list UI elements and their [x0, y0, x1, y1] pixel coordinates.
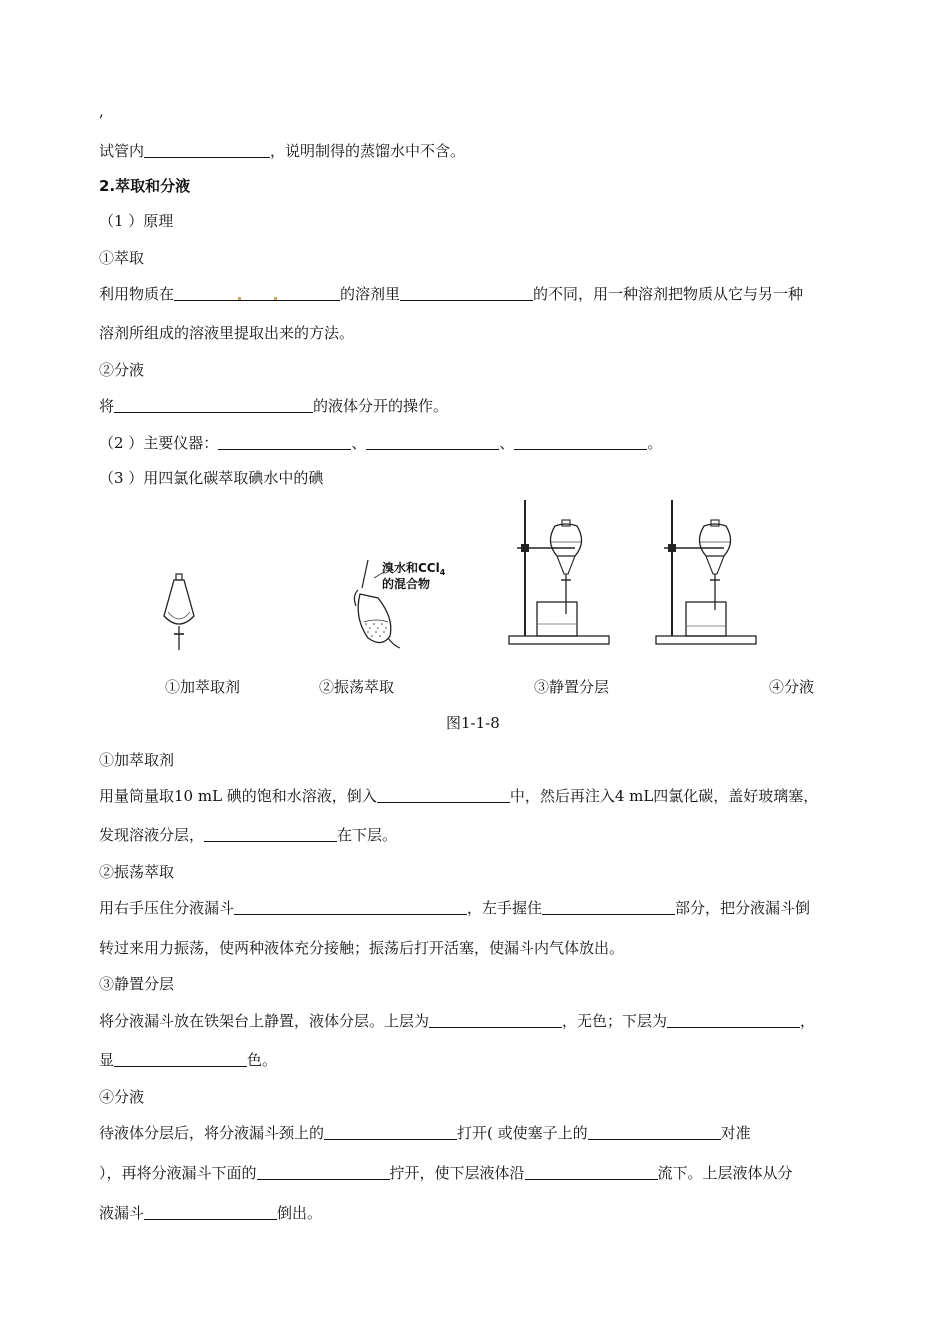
answer-blank[interactable] — [429, 1013, 562, 1028]
line-separation-def: 将 的液体分开的操作。 — [99, 397, 449, 415]
mixture-label-1: 溴水和CCl — [382, 561, 440, 575]
step-shake: ②振荡萃取 — [99, 863, 175, 881]
line-step3: 将分液漏斗放在铁架台上静置，液体分层。上层为 ，无色；下层为 ， — [99, 1012, 816, 1030]
step-separate: ④分液 — [99, 1088, 145, 1106]
line-test-tube: 试管内 ，说明制得的蒸馏水中不含。 — [99, 142, 466, 160]
answer-blank[interactable] — [174, 286, 340, 301]
caption-shake: ②振荡萃取 — [319, 678, 395, 696]
svg-text:溴水和CCl4 — [382, 560, 446, 577]
answer-blank[interactable] — [144, 143, 270, 158]
caption-separate: ④分液 — [769, 678, 815, 696]
answer-blank[interactable] — [525, 1165, 658, 1180]
answer-blank[interactable] — [514, 435, 647, 450]
mixture-label-2: 的混合物 — [382, 577, 431, 591]
answer-blank[interactable] — [144, 1205, 277, 1220]
answer-blank[interactable] — [114, 1052, 247, 1067]
subheading-principle: （1 ）原理 — [99, 212, 174, 230]
line-step4-3: 液漏斗 倒出。 — [99, 1204, 323, 1222]
section-heading: 2.萃取和分液 — [99, 177, 191, 195]
line-extraction-def: 利用物质在 的溶剂里 的不同，用一种溶剂把物质从它与另一种 — [99, 285, 804, 303]
standing-figure — [505, 498, 615, 648]
line-step1: 用量筒量取10 mL 碘的饱和水溶液，倒入 中，然后再注入4 mL四氯化碳，盖好玻璃塞， — [99, 787, 819, 805]
answer-blank[interactable] — [114, 398, 313, 413]
line-extraction-def-2: 溶剂所组成的溶液里提取出来的方法。 — [99, 324, 355, 342]
step-stand: ③静置分层 — [99, 975, 175, 993]
answer-blank[interactable] — [324, 1125, 457, 1140]
line-step4: 待液体分层后，将分液漏斗颈上的 打开( 或使塞子上的 对准 — [99, 1124, 751, 1142]
answer-blank[interactable] — [377, 788, 510, 803]
line-instruments: （2 ）主要仪器： 、 、 。 — [99, 434, 663, 452]
answer-blank[interactable] — [588, 1125, 721, 1140]
answer-blank[interactable] — [366, 435, 499, 450]
line-step2-2: 转过来用力振荡，使两种液体充分接触；振荡后打开活塞，使漏斗内气体放出。 — [99, 939, 625, 957]
line-step4-2: ），再将分液漏斗下面的 拧开，使下层液体沿 流下。上层液体从分 — [99, 1164, 793, 1182]
answer-blank[interactable] — [400, 286, 533, 301]
shaking-figure — [348, 558, 460, 658]
answer-blank[interactable] — [204, 827, 337, 842]
item-separation: ②分液 — [99, 361, 145, 379]
answer-blank[interactable] — [234, 900, 467, 915]
step-add-solvent: ①加萃取剂 — [99, 751, 175, 769]
separating-figure — [652, 498, 762, 648]
answer-blank[interactable] — [542, 900, 675, 915]
answer-blank[interactable] — [257, 1165, 390, 1180]
caption-stand: ③静置分层 — [534, 678, 610, 696]
line-comma: , — [99, 102, 104, 120]
figure-number: 图1-1-8 — [446, 714, 500, 732]
subheading-experiment: （3 ）用四氯化碳萃取碘水中的碘 — [99, 469, 324, 487]
line-step1-2: 发现溶液分层， 在下层。 — [99, 826, 398, 844]
caption-add-solvent: ①加萃取剂 — [165, 678, 241, 696]
answer-blank[interactable] — [667, 1013, 800, 1028]
line-step3-2: 显 色。 — [99, 1051, 278, 1069]
item-extraction: ①萃取 — [99, 249, 145, 267]
funnel-figure — [160, 572, 200, 654]
mixture-label-sub: 4 — [439, 568, 446, 577]
line-step2: 用右手压住分液漏斗 ，左手握住 部分，把分液漏斗倒 — [99, 899, 811, 917]
answer-blank[interactable] — [218, 435, 351, 450]
